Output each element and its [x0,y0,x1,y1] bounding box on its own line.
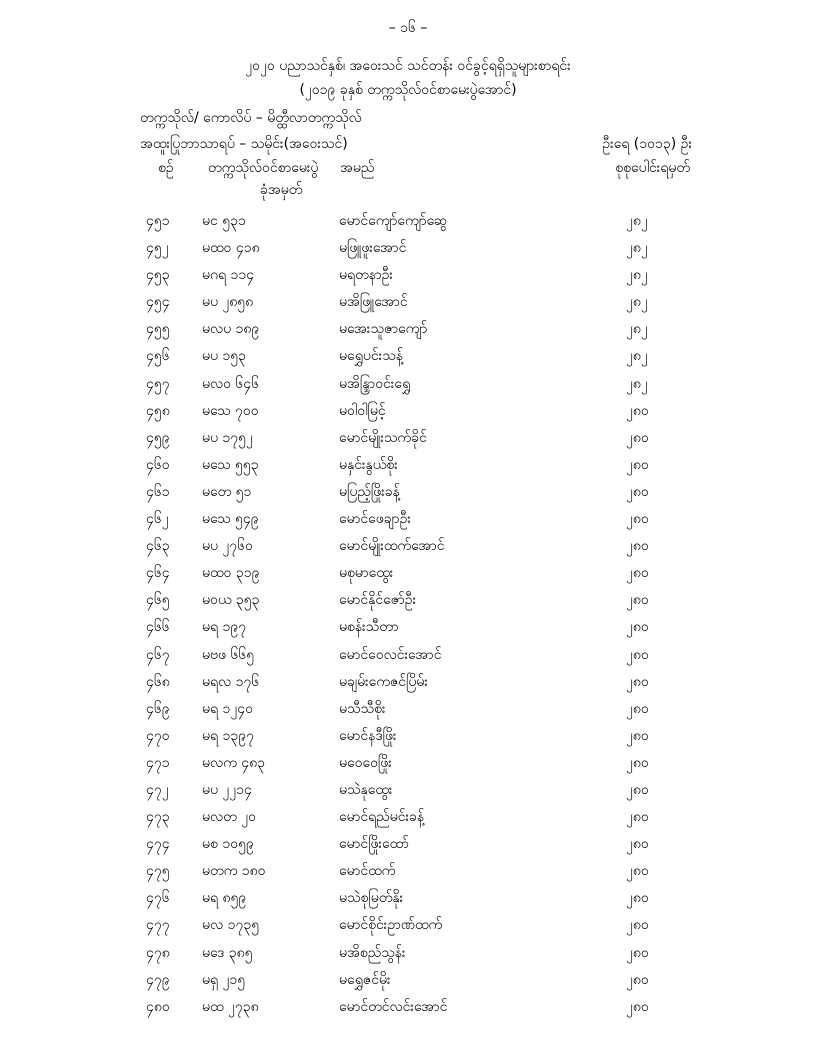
row-no: ၄၇၉ [146,971,170,988]
row-name: မောင်နိုင်ဇော်ဦး [339,592,417,609]
row-no: ၄၆၀ [146,456,170,473]
row-no: ၄၅၄ [146,294,170,311]
table-row [0,642,816,669]
total-count: ဦးရေ (၁၀၁၃) ဦး [602,136,692,152]
table-row [0,452,816,479]
row-no: ၄၇၂ [146,781,169,798]
table-row [0,262,816,289]
row-name: မရွှေပင်းသန့် [339,348,403,365]
row-score: ၂၈၂ [626,375,648,392]
header-no: စဉ် [158,160,174,176]
row-score: ၂၈၀ [626,700,649,717]
row-roll-number: မထဝ ၄၁၈ [202,240,260,257]
row-no: ၄၇၃ [146,809,170,826]
table-row [0,831,816,858]
page-number: – ၁၆ – [388,20,428,36]
row-roll-number: မပ ၂၂၁၄ [202,781,252,798]
row-name: မရွှေဇင်မိုး [339,971,391,988]
table-row [0,289,816,316]
row-name: မောင်ဖေချာဦး [339,511,411,528]
row-score: ၂၈၀ [626,646,649,663]
row-roll-number: မသေ ၅၄၉ [202,511,259,528]
table-row [0,343,816,370]
table-row [0,506,816,533]
row-name: မောင်ဝေလင်းအောင် [339,646,442,663]
table-row [0,696,816,723]
row-no: ၄၆၇ [146,646,170,663]
row-roll-number: မလက ၄၈၃ [202,754,266,771]
row-score: ၂၈၀ [626,754,649,771]
document-subtitle: (၂၀၁၉ ခုနှစ် တက္ကသိုလ်ဝင်စာမေးပွဲအောင်) [299,82,517,98]
row-no: ၄၅၅ [146,321,170,338]
row-no: ၄၇၅ [146,863,170,880]
table-row [0,750,816,777]
row-score: ၂၈၀ [626,727,649,744]
row-roll-number: မရလ ၁၇၆ [202,673,260,690]
row-roll-number: မင ၅၃၁ [202,213,246,229]
row-name: မသဲစုမြတ်နိုး [339,890,404,907]
row-score: ၂၈၀ [626,429,649,446]
table-row [0,235,816,262]
row-name: မစုမာထွေး [339,565,394,582]
row-roll-number: မလ ၁၇၃၅ [202,917,260,934]
row-no: ၄၅၃ [146,267,170,284]
table-row [0,614,816,641]
row-name: မအိန္ဒြာဝင်းရွှေ [339,375,411,392]
row-roll-number: မရှ ၂၁၅ [202,971,246,988]
table-row [0,994,816,1021]
row-no: ၄၆၈ [146,673,170,690]
header-remark: စုစုပေါင်းရမှတ် [615,160,690,176]
row-name: မောင်မျိုးထက်အောင် [339,538,445,555]
row-name: မောင်နဒီဖြိုး [339,727,397,744]
table-row [0,885,816,912]
table-row [0,940,816,967]
row-score: ၂၈၂ [626,294,648,311]
row-no: ၄၅၈ [146,402,170,419]
row-roll-number: မပ ၂၈၅၈ [202,294,254,311]
row-roll-number: မပ ၂၇၆၀ [202,538,253,555]
row-no: ၄၅၆ [146,348,170,365]
header-roll-line2: ခုံအမှတ် [260,182,303,198]
row-score: ၂၈၀ [626,592,649,609]
row-score: ၂၈၀ [626,998,649,1015]
row-name: မအိဖြူအောင် [339,294,408,311]
row-score: ၂၈၀ [626,565,649,582]
row-name: မစန်းသီတာ [339,619,399,636]
row-name: မပြည့်ဖြိုးခန့် [339,483,400,500]
row-score: ၂၈၀ [626,781,649,798]
table-row [0,967,816,994]
row-name: မောင်ထက် [339,863,396,880]
row-roll-number: မရ ၁၉၇ [202,619,247,636]
row-no: ၄၅၂ [146,240,169,257]
row-name: မဖြူဖူးအောင် [339,240,407,257]
row-roll-number: မလပ ၁၈၉ [202,321,260,338]
row-roll-number: မဗဖ ၆၆၅ [202,646,255,663]
table-row [0,912,816,939]
row-roll-number: မပ ၁၇၅၂ [202,429,253,446]
row-no: ၄၇၀ [146,727,170,744]
row-roll-number: မရ ၈၅၉ [202,890,247,907]
row-roll-number: မရ ၁၂၄၀ [202,700,253,717]
row-score: ၂၈၀ [626,863,649,880]
row-no: ၄၇၆ [146,890,170,907]
table-row [0,723,816,750]
table-row [0,560,816,587]
row-roll-number: မဝယ ၃၅၃ [202,592,260,609]
row-name: မချမ်းကေဇင်ပြိမ်း [339,673,428,690]
row-name: မရတနာဦး [339,267,393,284]
table-row [0,371,816,398]
row-roll-number: မစ ၁၀၅၉ [202,836,254,853]
row-roll-number: မထ ၂၇၃၈ [202,998,259,1015]
table-row [0,479,816,506]
row-score: ၂၈၀ [626,917,649,934]
table-row [0,587,816,614]
table-row [0,669,816,696]
header-name: အမည် [340,160,375,176]
row-score: ၂၈၀ [626,673,649,690]
row-score: ၂၈၀ [626,511,649,528]
row-roll-number: မဒေ ၃၈၅ [202,944,253,961]
row-roll-number: မတေ ၅၁ [202,483,252,500]
row-no: ၄၅၁ [146,213,170,229]
row-score: ၂၈၂ [626,321,648,338]
row-score: ၂၈၀ [626,483,649,500]
row-roll-number: မထဝ ၃၁၉ [202,565,260,582]
row-no: ၄၆၁ [146,483,170,500]
row-no: ၄၇၄ [146,836,170,853]
row-roll-number: မပ ၁၅၃ [202,348,247,365]
row-no: ၄၅၉ [146,429,170,446]
row-score: ၂၈၀ [626,538,649,555]
row-roll-number: မတက ၁၈၀ [202,863,266,880]
row-roll-number: မဂရ ၁၁၄ [202,267,255,284]
row-no: ၄၇၁ [146,754,170,771]
table-row [0,804,816,831]
row-name: မောင်ရည်မင်းခန့် [339,809,425,826]
row-no: ၄၆၆ [146,619,170,636]
row-score: ၂၈၀ [626,402,649,419]
row-name: မောင်မျိုးသက်ခိုင် [339,429,427,446]
table-row [0,425,816,452]
row-score: ၂၈၀ [626,619,649,636]
row-no: ၄၆၂ [146,511,169,528]
row-no: ၄၅၇ [146,375,170,392]
row-no: ၄၆၉ [146,700,170,717]
row-no: ၄၆၄ [146,565,170,582]
row-no: ၄၇၈ [146,944,170,961]
row-name: မအေးသူဇာကျော် [339,321,428,338]
row-score: ၂၈၀ [626,890,649,907]
row-score: ၂၈၂ [626,348,648,365]
table-row [0,398,816,425]
row-no: ၄၆၃ [146,538,170,555]
row-no: ၄၈၀ [146,998,170,1015]
row-score: ၂၈၀ [626,836,649,853]
row-roll-number: မရ ၁၃၉၇ [202,727,254,744]
row-score: ၂၈၂ [626,213,648,229]
row-name: မသဲနုထွေး [339,781,393,798]
row-roll-number: မလဝ ၆၄၆ [202,375,260,392]
row-name: မအိစည်သွန်း [339,944,406,961]
row-score: ၂၈၂ [626,267,648,284]
table-row [0,777,816,804]
row-no: ၄၇၇ [146,917,170,934]
row-name: မောင်ဖြိုးထော် [339,836,409,853]
table-row [0,316,816,343]
department-line: အထူးပြုဘာသာရပ် – သမိုင်း(အဝေးသင်) [140,136,348,152]
row-score: ၂၈၀ [626,809,649,826]
row-score: ၂၈၀ [626,944,649,961]
row-name: မနှင်းနွယ်စိုး [339,456,398,473]
student-list [0,208,816,1021]
table-row [0,533,816,560]
row-roll-number: မလတ ၂၀ [202,809,256,826]
header-roll: တက္ကသိုလ်ဝင်စာမေးပွဲ [208,160,319,176]
row-score: ၂၈၀ [626,971,649,988]
row-no: ၄၆၅ [146,592,170,609]
row-name: မဝေဝေဖြိုး [339,754,392,771]
row-name: မဝါဝါမြင့် [339,402,386,419]
row-name: မောင်တင်လင်းအောင် [339,998,448,1015]
row-score: ၂၈၀ [626,456,649,473]
table-row [0,208,816,235]
row-name: မသီသီစိုး [339,700,386,717]
row-roll-number: မသေ ၇၀၀ [202,402,259,419]
university-line: တက္ကသိုလ်/ ကောလိပ် – မိတ္ထီလာတက္ကသိုလ် [140,110,362,126]
table-row [0,858,816,885]
row-name: မောင်စိုင်းဥာဏ်ထက် [339,917,443,934]
row-roll-number: မသေ ၅၅၃ [202,456,259,473]
row-name: မောင်ကျော်ကျော်ဆွေ [339,213,448,229]
row-score: ၂၈၂ [626,240,648,257]
document-title: ၂၀၂၀ ပညာသင်နှစ်၊ အဝေးသင် သင်တန်း ဝင်ခွင့်ရရှိသူများစာရင်း [245,58,571,74]
